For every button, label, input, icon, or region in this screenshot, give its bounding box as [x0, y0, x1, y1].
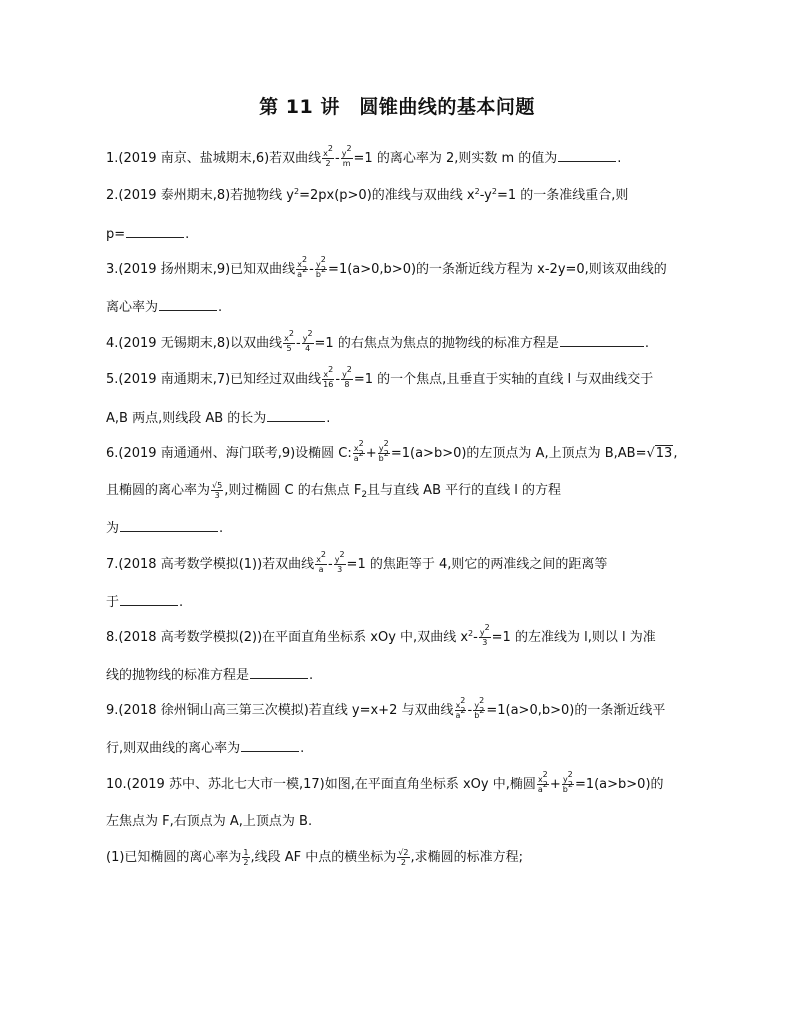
problem-9-line-2: 行,则双曲线的离心率为 . — [106, 738, 304, 758]
problem-5-line-1: 5.(2019 南通期末,7)已知经过双曲线 $\frac{x^2}{16}$ - $\frac{y^2}{8}$ =1 的一个焦点,且垂直于实轴的直线 l 与双曲线交于 — [106, 365, 654, 389]
problem-5-line-2: A,B 两点,则线段 AB 的长为 . — [106, 408, 330, 428]
problem-10-line-1: 10.(2019 苏中、苏北七大市一模,17)如图,在平面直角坐标系 xOy 中,椭圆 $\frac{x^2}{a^2}$ + $\frac{y^2}{b^2}$ =1(a>b>0)的 — [106, 770, 664, 794]
problem-10-line-3: (1)已知椭圆的离心率为 $\frac{1}{2}$ ,线段 AF 中点的横坐标为 $\frac{√2}{2}$ ,求椭圆的标准方程; — [106, 848, 524, 867]
fraction: $\frac{y^2}{m}$ — [341, 144, 352, 168]
answer-blank[interactable] — [120, 518, 218, 532]
fraction: $\frac{y^2}{4}$ — [302, 329, 313, 353]
fraction: $\frac{y^2}{b^2}$ — [562, 770, 573, 794]
answer-blank[interactable] — [120, 592, 178, 606]
answer-blank[interactable] — [267, 408, 325, 422]
fraction: $\frac{x^2}{a}$ — [316, 550, 327, 574]
problem-1-text: 1.(2019 南京、盐城期末,6)若双曲线 — [106, 151, 322, 166]
fraction: $\frac{y^2}{3}$ — [334, 550, 345, 574]
fraction: $\frac{1}{2}$ — [243, 848, 249, 867]
fraction: $\frac{√5}{3}$ — [212, 481, 223, 500]
problem-6-line-2: 且椭圆的离心率为 $\frac{√5}{3}$ ,则过椭圆 C 的右焦点 $F_2$且与直线 AB 平行的直线 l 的方程 — [106, 481, 561, 500]
square-root: √13 — [646, 446, 673, 461]
problem-3-line-2: 离心率为 . — [106, 297, 222, 317]
fraction: $\frac{x^2}{a^2}$ — [353, 439, 364, 463]
problem-9-line-1: 9.(2018 徐州铜山高三第三次模拟)若直线 y=x+2 与双曲线 $\frac{x^2}{a^2}$ - $\frac{y^2}{b^2}$ =1(a>0,b>0)的一条渐近线平 — [106, 696, 666, 720]
problem-3-line-1: 3.(2019 扬州期末,9)已知双曲线 $\frac{x^2}{a^2}$ - $\frac{y^2}{b^2}$ =1(a>0,b>0)的一条渐近线方程为 x-2y=0,则该双曲线的 — [106, 255, 667, 279]
problem-7-line-2: 于 . — [106, 592, 183, 612]
problem-8-line-2: 线的抛物线的标准方程是 . — [106, 665, 313, 685]
fraction: $\frac{x^2}{a^2}$ — [537, 770, 548, 794]
fraction: $\frac{x^2}{a^2}$ — [455, 696, 466, 720]
problem-1-line-1: 1.(2019 南京、盐城期末,6)若双曲线 $\frac{x^2}{2}$ - $\frac{y^2}{m}$ =1 的离心率为 2,则实数 m 的值为 . — [106, 144, 622, 168]
fraction: $\frac{y^2}{b^2}$ — [315, 255, 327, 279]
problem-7-line-1: 7.(2018 高考数学模拟(1))若双曲线 $\frac{x^2}{a}$ - $\frac{y^2}{3}$ =1 的焦距等于 4,则它的两准线之间的距离等 — [106, 550, 608, 574]
page-title: 第 11 讲 圆锥曲线的基本问题 — [259, 96, 535, 118]
problem-4-line-1: 4.(2019 无锡期末,8)以双曲线 $\frac{x^2}{5}$ - $\frac{y^2}{4}$ =1 的右焦点为焦点的抛物线的标准方程是 . — [106, 329, 649, 353]
answer-blank[interactable] — [250, 665, 308, 679]
fraction: $\frac{y^2}{8}$ — [342, 365, 352, 389]
fraction: $\frac{x^2}{2}$ — [323, 144, 333, 168]
answer-blank[interactable] — [159, 297, 217, 311]
answer-blank[interactable] — [126, 224, 184, 238]
answer-blank[interactable] — [558, 148, 616, 162]
problem-10-line-2: 左焦点为 F,右顶点为 A,上顶点为 B. — [106, 814, 313, 829]
answer-blank[interactable] — [560, 333, 644, 347]
fraction: $\frac{x^2}{5}$ — [284, 329, 294, 353]
fraction: $\frac{y^2}{b^2}$ — [474, 696, 485, 720]
problem-2-line-2: p= . — [106, 224, 189, 244]
problem-6-line-1: 6.(2019 南通通州、海门联考,9)设椭圆 C: $\frac{x^2}{a^2}$ + $\frac{y^2}{b^2}$ =1(a>b>0)的左顶点为 A,上顶点为 B,AB=√13, — [106, 439, 678, 463]
fraction: $\frac{y^2}{b^2}$ — [378, 439, 389, 463]
answer-blank[interactable] — [241, 738, 299, 752]
fraction: $\frac{√2}{2}$ — [398, 848, 409, 867]
fraction: $\frac{y^2}{3}$ — [479, 623, 490, 647]
fraction: $\frac{x^2}{16}$ — [323, 365, 334, 389]
problem-2-line-1: 2.(2019 泰州期末,8)若抛物线 $y^2=2px(p>0)$的准线与双曲线 $x^2-y^2=1$ 的一条准线重合,则 — [106, 187, 629, 203]
problem-8-line-1: 8.(2018 高考数学模拟(2))在平面直角坐标系 xOy 中,双曲线 $x^2-$ $\frac{y^2}{3}$ =1 的左准线为 l,则以 l 为准 — [106, 623, 656, 647]
problem-6-line-3: 为 . — [106, 518, 223, 538]
fraction: $\frac{x^2}{a^2}$ — [297, 255, 308, 279]
